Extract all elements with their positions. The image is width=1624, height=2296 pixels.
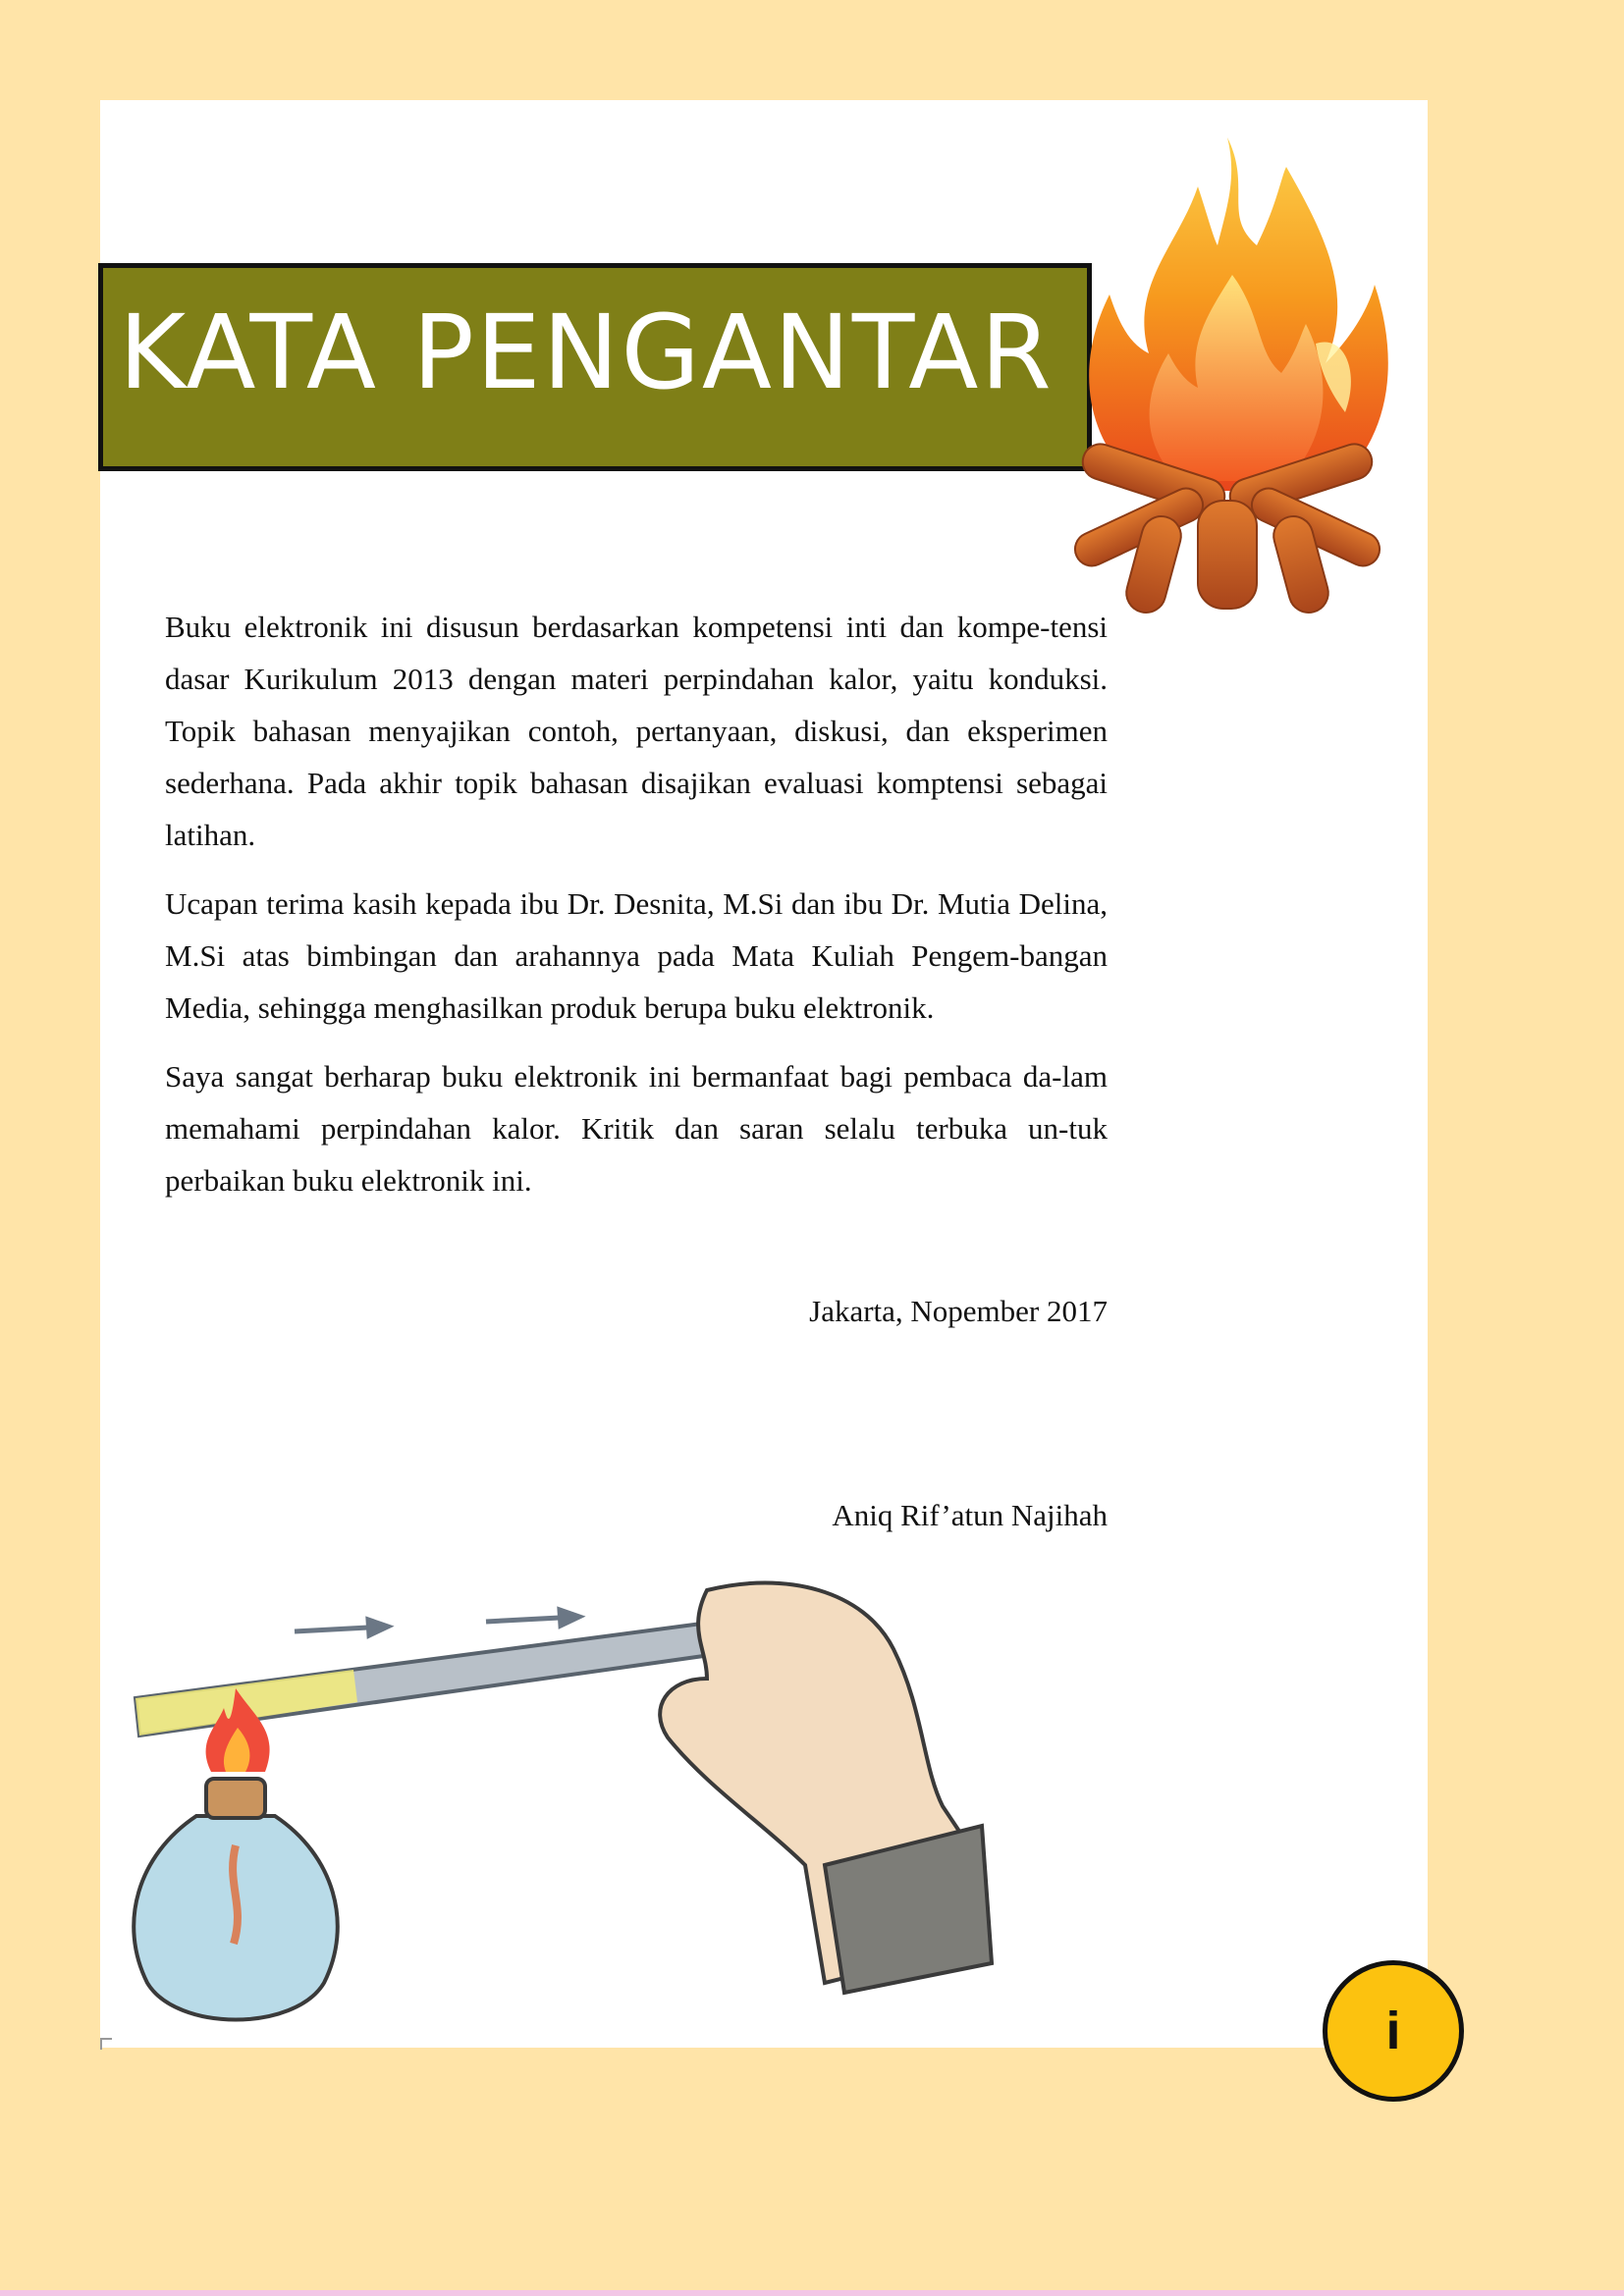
page-number-badge: i — [1323, 1960, 1464, 2102]
paragraph-3: Saya sangat berharap buku elektronik ini bermanfaat bagi pembaca da-lam memahami perpindahan kalor. Kritik dan saran selalu terbuka un-tuk perbaikan buku elektronik ini. — [165, 1059, 1108, 1198]
paragraph-2: Ucapan terima kasih kepada ibu Dr. Desnita, M.Si dan ibu Dr. Mutia Delina, M.Si atas bimbingan dan arahannya pada Mata Kuliah Pengem-bangan Media, sehingga menghasilkan produk berupa buku elektronik. — [165, 886, 1108, 1025]
preface-body — [165, 601, 1108, 1223]
paragraph-1: Buku elektronik ini disusun berdasarkan kompetensi inti dan kompe-tensi dasar Kurikulum 2013 dengan materi perpindahan kalor, yaitu konduksi. Topik bahasan menyajikan contoh, pertanyaan, diskusi, dan eksperimen sederhana. Pada akhir topik bahasan disajikan evaluasi komptensi sebagai latihan. — [165, 610, 1108, 852]
corner-mark — [100, 2038, 112, 2050]
campfire-illustration — [1031, 128, 1424, 638]
page-title: KATA PENGANTAR — [119, 293, 1054, 412]
author-name: Aniq Rif’atun Najihah — [832, 1498, 1108, 1532]
arrow-icon — [295, 1610, 579, 1635]
place-date: Jakarta, Nopember 2017 — [809, 1294, 1108, 1328]
heat-conduction-illustration — [118, 1571, 1001, 2052]
hand-illustration — [660, 1583, 992, 1994]
spirit-lamp — [134, 1779, 338, 2020]
bottom-border — [0, 2290, 1624, 2296]
flame-icon — [1089, 137, 1388, 491]
title-banner — [98, 263, 1092, 471]
